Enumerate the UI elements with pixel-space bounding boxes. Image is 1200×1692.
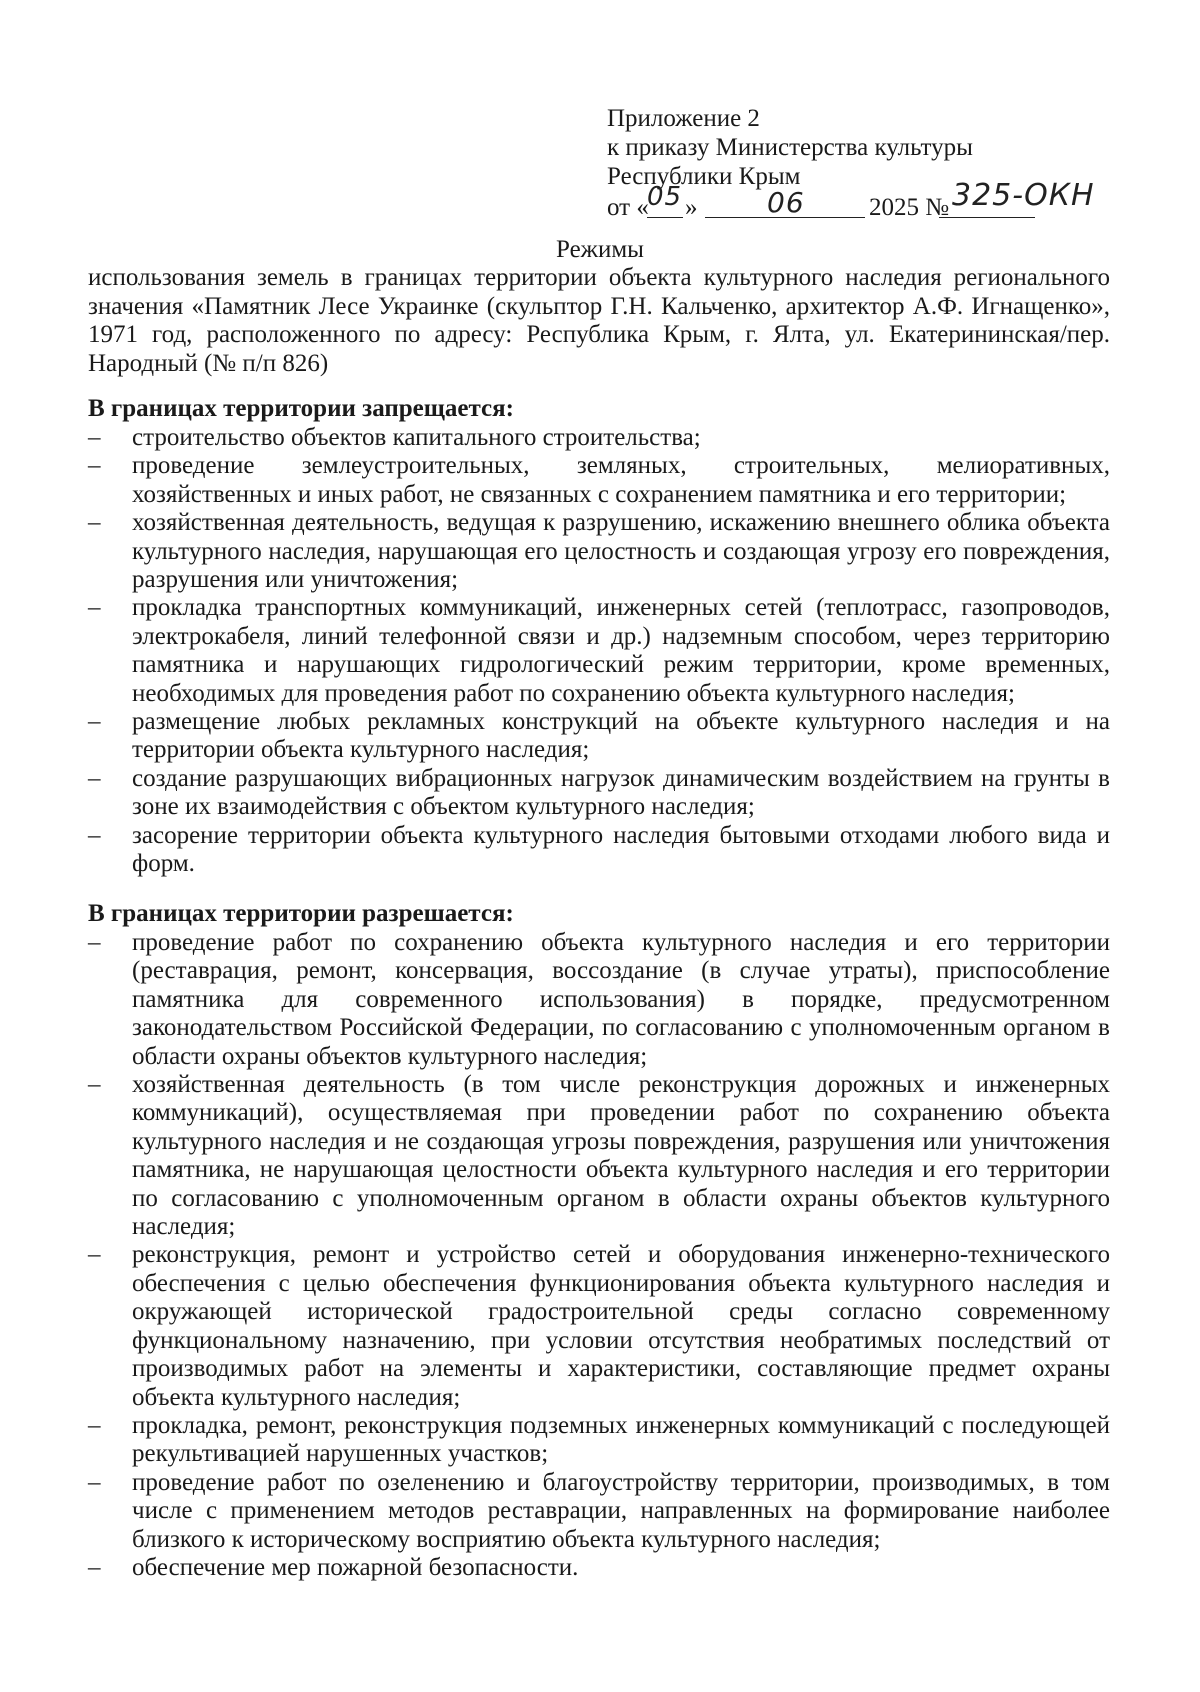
dash-bullet: –	[88, 821, 101, 849]
handwritten-day: 05	[647, 182, 683, 212]
day-underline	[647, 217, 683, 218]
list-item: – проведение работ по сохранению объекта культурного наследия и его территории (реставрация, ремонт, консервация, воссоздание (в случае утраты), приспособление памятника для современного использования) в порядке, предусмотренном законодательством Российской Федерации, по согласованию с уполномоченным органом в области охраны объектов культурного наследия;	[88, 929, 1110, 1070]
list-item: – создание разрушающих вибрационных нагрузок динамическим воздействием на грунты в зоне их взаимодействия с объектом культурного наследия;	[88, 764, 1110, 821]
forbidden-heading: В границах территории запрещается:	[88, 395, 515, 422]
appendix-order-ref: к приказу Министерства культуры	[607, 134, 973, 161]
dash-bullet: –	[88, 1241, 101, 1269]
appendix-number: Приложение 2	[607, 105, 760, 132]
list-item: – проведение землеустроительных, земляных, строительных, мелиоративных, хозяйственных и иных работ, не связанных с сохранением памятника и его территории;	[88, 452, 1110, 508]
list-item: – строительство объектов капитального строительства;	[88, 424, 701, 451]
list-item: – засорение территории объекта культурного наследия бытовыми отходами любого вида и форм.	[88, 821, 1110, 878]
allowed-list	[88, 929, 1110, 1582]
dash-bullet: –	[88, 708, 101, 736]
close-quote: »	[685, 194, 698, 221]
dash-bullet: –	[88, 929, 101, 956]
appendix-republic: Республики Крым	[607, 163, 801, 190]
dash-bullet: –	[88, 509, 101, 537]
from-label: от «	[607, 194, 649, 221]
list-item: – прокладка транспортных коммуникаций, инженерных сетей (теплотрасс, газопроводов, электрокабеля, линий телефонной связи и др.) надземным способом, через территорию памятника и нарушающих гидрологический режим территории, кроме временных, необходимых для проведения работ по сохранению объекта культурного наследия;	[88, 594, 1110, 707]
list-item: – хозяйственная деятельность (в том числе реконструкция дорожных и инженерных коммуникаций), осуществляемая при проведении работ по сохранению объекта культурного наследия и не создающая угрозы повреждения, разрушения или уничтожения памятника, не нарушающая целостности объекта культурного наследия и его территории по согласованию с уполномоченным органом в области охраны объектов культурного наследия;	[88, 1071, 1110, 1241]
dash-bullet: –	[88, 1411, 101, 1439]
appendix-header	[607, 104, 1095, 223]
dash-bullet: –	[88, 452, 101, 480]
month-underline	[705, 217, 865, 218]
order-date-line	[607, 178, 1095, 223]
list-item: – прокладка, ремонт, реконструкция подземных инженерных коммуникаций с последующей рекультивацией нарушенных участков;	[88, 1411, 1110, 1468]
list-item: – проведение работ по озеленению и благоустройству территории, производимых, в том числе с применением методов реставрации, направленных на формирование наиболее близкого к историческому восприятию объекта культурного наследия;	[88, 1468, 1110, 1553]
dash-bullet: –	[88, 424, 101, 451]
dash-bullet: –	[88, 1468, 101, 1496]
document-title: Режимы	[556, 236, 644, 263]
list-item: – обеспечение мер пожарной безопасности.	[88, 1553, 579, 1581]
dash-bullet: –	[88, 594, 101, 622]
number-underline	[939, 217, 1035, 218]
handwritten-month: 06	[767, 186, 805, 219]
list-item: – размещение любых рекламных конструкций на объекте культурного наследия и на территории объекта культурного наследия;	[88, 708, 1110, 764]
forbidden-list	[88, 424, 1110, 879]
list-item: – хозяйственная деятельность, ведущая к разрушению, искажению внешнего облика объекта культурного наследия, нарушающая его целостность и создающая угрозу его повреждения, разрушения или уничтожения;	[88, 509, 1110, 594]
dash-bullet: –	[88, 1071, 101, 1099]
handwritten-number: 325-ОКН	[952, 178, 1095, 213]
list-item: – реконструкция, ремонт и устройство сетей и оборудования инженерно-технического обеспечения с целью обеспечения функционирования объекта культурного наследия и окружающей исторической градостроительной среды согласно современному функциональному назначению, при условии отсутствия необратимых последствий от производимых работ на элементы и характеристики, составляющие предмет охраны объекта культурного наследия;	[88, 1241, 1110, 1411]
dash-bullet: –	[88, 1553, 101, 1581]
year-label: 2025 №	[869, 194, 950, 221]
document-subject: использования земель в границах территории объекта культурного наследия регионального значения «Памятник Лесе Украинке (скульптор Г.Н. Кальченко, архитектор А.Ф. Игнащенко», 1971 год, расположенного по адресу: Республика Крым, г. Ялта, ул. Екатерининская/пер. Народный (№ п/п 826)	[88, 264, 1110, 377]
allowed-heading: В границах территории разрешается:	[88, 900, 514, 927]
dash-bullet: –	[88, 764, 101, 792]
